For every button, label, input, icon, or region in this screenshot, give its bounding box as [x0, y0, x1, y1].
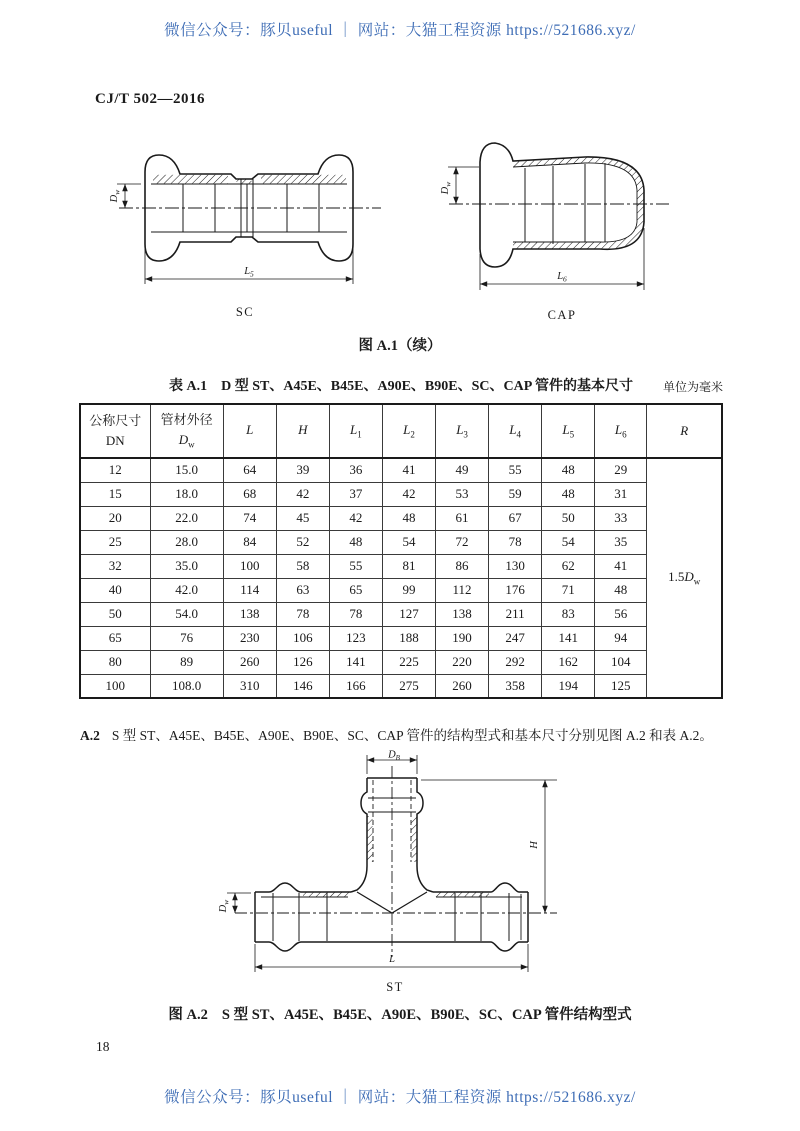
table-cell: 15.0 [150, 458, 223, 482]
cap-dim-dw-label: $D_w$ [440, 181, 453, 195]
col-header-L3: $L_3$ [436, 404, 489, 458]
table-a1 [79, 403, 723, 699]
figure-a2-caption: 图 A.2 S 型 ST、A45E、B45E、A90E、B90E、SC、CAP 管件结构型式 [168, 1007, 632, 1023]
table-cell: 260 [436, 674, 489, 698]
table-cell: 25 [80, 530, 150, 554]
table-cell: 39 [276, 458, 329, 482]
table-row [80, 482, 722, 506]
col-header-L: L [223, 404, 276, 458]
figure-st-drawing [215, 750, 595, 1000]
table-cell: 35 [595, 530, 647, 554]
table-cell: 230 [223, 626, 276, 650]
table-row [80, 458, 722, 482]
st-dim-h-label: H [529, 841, 540, 849]
table-cell: 48 [329, 530, 382, 554]
table-cell: 37 [329, 482, 382, 506]
clause-a2-number: A.2 [80, 728, 100, 743]
table-cell: 84 [223, 530, 276, 554]
table-cell: 123 [329, 626, 382, 650]
col-header-dw: 管材外径 $D_w$ [150, 404, 223, 458]
table-cell: 55 [489, 458, 542, 482]
table-cell: 58 [276, 554, 329, 578]
table-cell: 114 [223, 578, 276, 602]
st-run-inner-walls [261, 894, 522, 940]
table-cell: 33 [595, 506, 647, 530]
table-a1-title-row [79, 375, 723, 395]
cap-inner-wall [513, 163, 637, 242]
figure-sc-drawing [95, 132, 405, 322]
page-number: 18 [96, 1039, 110, 1054]
table-cell: 94 [595, 626, 647, 650]
col-header-L6: $L_6$ [595, 404, 647, 458]
cap-pipe-marks [525, 163, 605, 244]
st-run-pipe-marks [273, 893, 509, 941]
table-cell: 63 [276, 578, 329, 602]
table-cell: 310 [223, 674, 276, 698]
table-cell: 99 [382, 578, 435, 602]
table-cell: 166 [329, 674, 382, 698]
table-cell: 89 [150, 650, 223, 674]
table-row [80, 674, 722, 698]
table-cell: 15 [80, 482, 150, 506]
table-cell: 54.0 [150, 602, 223, 626]
table-cell: 125 [595, 674, 647, 698]
sc-dim-dw-label: $D_w$ [109, 189, 122, 203]
table-cell: 49 [436, 458, 489, 482]
table-cell: 65 [80, 626, 150, 650]
table-cell: 127 [382, 602, 435, 626]
table-cell: 188 [382, 626, 435, 650]
col-header-L1: $L_1$ [329, 404, 382, 458]
table-cell: 41 [382, 458, 435, 482]
sc-inner-walls [151, 184, 347, 232]
table-cell: 138 [436, 602, 489, 626]
table-cell: 45 [276, 506, 329, 530]
figure-a1-caption: 图 A.1（续） [358, 338, 442, 354]
standard-code: CJ/T 502—2016 [95, 91, 205, 107]
table-cell: 65 [329, 578, 382, 602]
table-row [80, 554, 722, 578]
table-row [80, 578, 722, 602]
table-cell: 260 [223, 650, 276, 674]
table-cell: 141 [542, 626, 595, 650]
table-cell: 83 [542, 602, 595, 626]
table-cell: 35.0 [150, 554, 223, 578]
table-cell: 106 [276, 626, 329, 650]
col-header-H: H [276, 404, 329, 458]
table-cell: 68 [223, 482, 276, 506]
col-header-L5: $L_5$ [542, 404, 595, 458]
table-cell: 100 [223, 554, 276, 578]
table-cell: 130 [489, 554, 542, 578]
table-cell: 42.0 [150, 578, 223, 602]
table-cell: 78 [329, 602, 382, 626]
figure-cap-drawing [435, 132, 685, 327]
table-cell: 138 [223, 602, 276, 626]
table-cell: 28.0 [150, 530, 223, 554]
table-cell: 80 [80, 650, 150, 674]
table-a1-unit-note: 单位为毫米 [662, 380, 723, 394]
table-cell: 42 [276, 482, 329, 506]
table-cell: 22.0 [150, 506, 223, 530]
table-cell: 67 [489, 506, 542, 530]
table-cell: 104 [595, 650, 647, 674]
clause-a2-text: S 型 ST、A45E、B45E、A90E、B90E、SC、CAP 管件的结构型式和基本尺寸分别见图 A.2 和表 A.2。 [111, 728, 713, 743]
table-cell: 275 [382, 674, 435, 698]
table-cell: 53 [436, 482, 489, 506]
table-row [80, 506, 722, 530]
table-cell: 31 [595, 482, 647, 506]
table-cell: 36 [329, 458, 382, 482]
table-cell: 292 [489, 650, 542, 674]
cap-part-label: CAP [547, 308, 577, 322]
table-cell: 112 [436, 578, 489, 602]
table-row [80, 626, 722, 650]
table-cell: 176 [489, 578, 542, 602]
table-cell: 81 [382, 554, 435, 578]
table-cell: 61 [436, 506, 489, 530]
table-cell: 59 [489, 482, 542, 506]
table-cell: 50 [80, 602, 150, 626]
table-cell: 74 [223, 506, 276, 530]
clause-a2 [80, 724, 760, 744]
table-cell: 20 [80, 506, 150, 530]
sc-dim-l5-label: $L_5$ [244, 266, 254, 279]
table-cell: 42 [329, 506, 382, 530]
table-cell: 62 [542, 554, 595, 578]
sc-part-label: SC [235, 305, 255, 319]
st-dim-dw-label: $D_w$ [218, 899, 231, 913]
watermark-top: 微信公众号：豚贝useful ｜ 网站：大猫工程资源 https://521686.xyz/ [164, 22, 636, 39]
table-cell: 48 [595, 578, 647, 602]
table-cell: 32 [80, 554, 150, 578]
table-header-row [80, 404, 722, 458]
table-cell: 52 [276, 530, 329, 554]
table-cell: 48 [542, 458, 595, 482]
col-header-R: R [647, 404, 722, 458]
table-cell: 146 [276, 674, 329, 698]
st-dim-db-label: $D_B$ [388, 750, 400, 762]
table-cell: 108.0 [150, 674, 223, 698]
table-cell: 72 [436, 530, 489, 554]
table-cell: 56 [595, 602, 647, 626]
st-part-label: ST [386, 980, 404, 994]
table-cell: 48 [382, 506, 435, 530]
table-cell: 225 [382, 650, 435, 674]
table-cell: 78 [489, 530, 542, 554]
table-row [80, 530, 722, 554]
table-a1-title: 表 A.1 D 型 ST、A45E、B45E、A90E、B90E、SC、CAP 管件的基本尺寸 [168, 379, 633, 394]
table-cell: 40 [80, 578, 150, 602]
table-cell: 100 [80, 674, 150, 698]
col-header-dn: 公称尺寸 DN [80, 404, 150, 458]
table-cell: 64 [223, 458, 276, 482]
table-cell: 71 [542, 578, 595, 602]
table-cell: 29 [595, 458, 647, 482]
table-cell: 211 [489, 602, 542, 626]
table-cell: 18.0 [150, 482, 223, 506]
table-cell: 194 [542, 674, 595, 698]
table-row [80, 602, 722, 626]
col-header-L2: $L_2$ [382, 404, 435, 458]
table-cell: 41 [595, 554, 647, 578]
table-cell: 48 [542, 482, 595, 506]
table-row [80, 650, 722, 674]
table-cell: 42 [382, 482, 435, 506]
table-cell: 141 [329, 650, 382, 674]
watermark-bottom: 微信公众号：豚贝useful ｜ 网站：大猫工程资源 https://521686.xyz/ [164, 1089, 636, 1106]
table-cell: 50 [542, 506, 595, 530]
table-cell: 12 [80, 458, 150, 482]
table-cell: 247 [489, 626, 542, 650]
table-cell: 358 [489, 674, 542, 698]
table-cell: 86 [436, 554, 489, 578]
col-header-L4: $L_4$ [489, 404, 542, 458]
r-span-cell: $1.5D_w$ [647, 458, 722, 698]
table-cell: 220 [436, 650, 489, 674]
table-cell: 162 [542, 650, 595, 674]
table-cell: 54 [542, 530, 595, 554]
table-cell: 78 [276, 602, 329, 626]
cap-dim-l6-label: $L_6$ [557, 271, 567, 284]
table-cell: 76 [150, 626, 223, 650]
table-cell: 54 [382, 530, 435, 554]
table-cell: 190 [436, 626, 489, 650]
table-cell: 55 [329, 554, 382, 578]
st-dim-l-label: L [389, 954, 395, 965]
table-cell: 126 [276, 650, 329, 674]
